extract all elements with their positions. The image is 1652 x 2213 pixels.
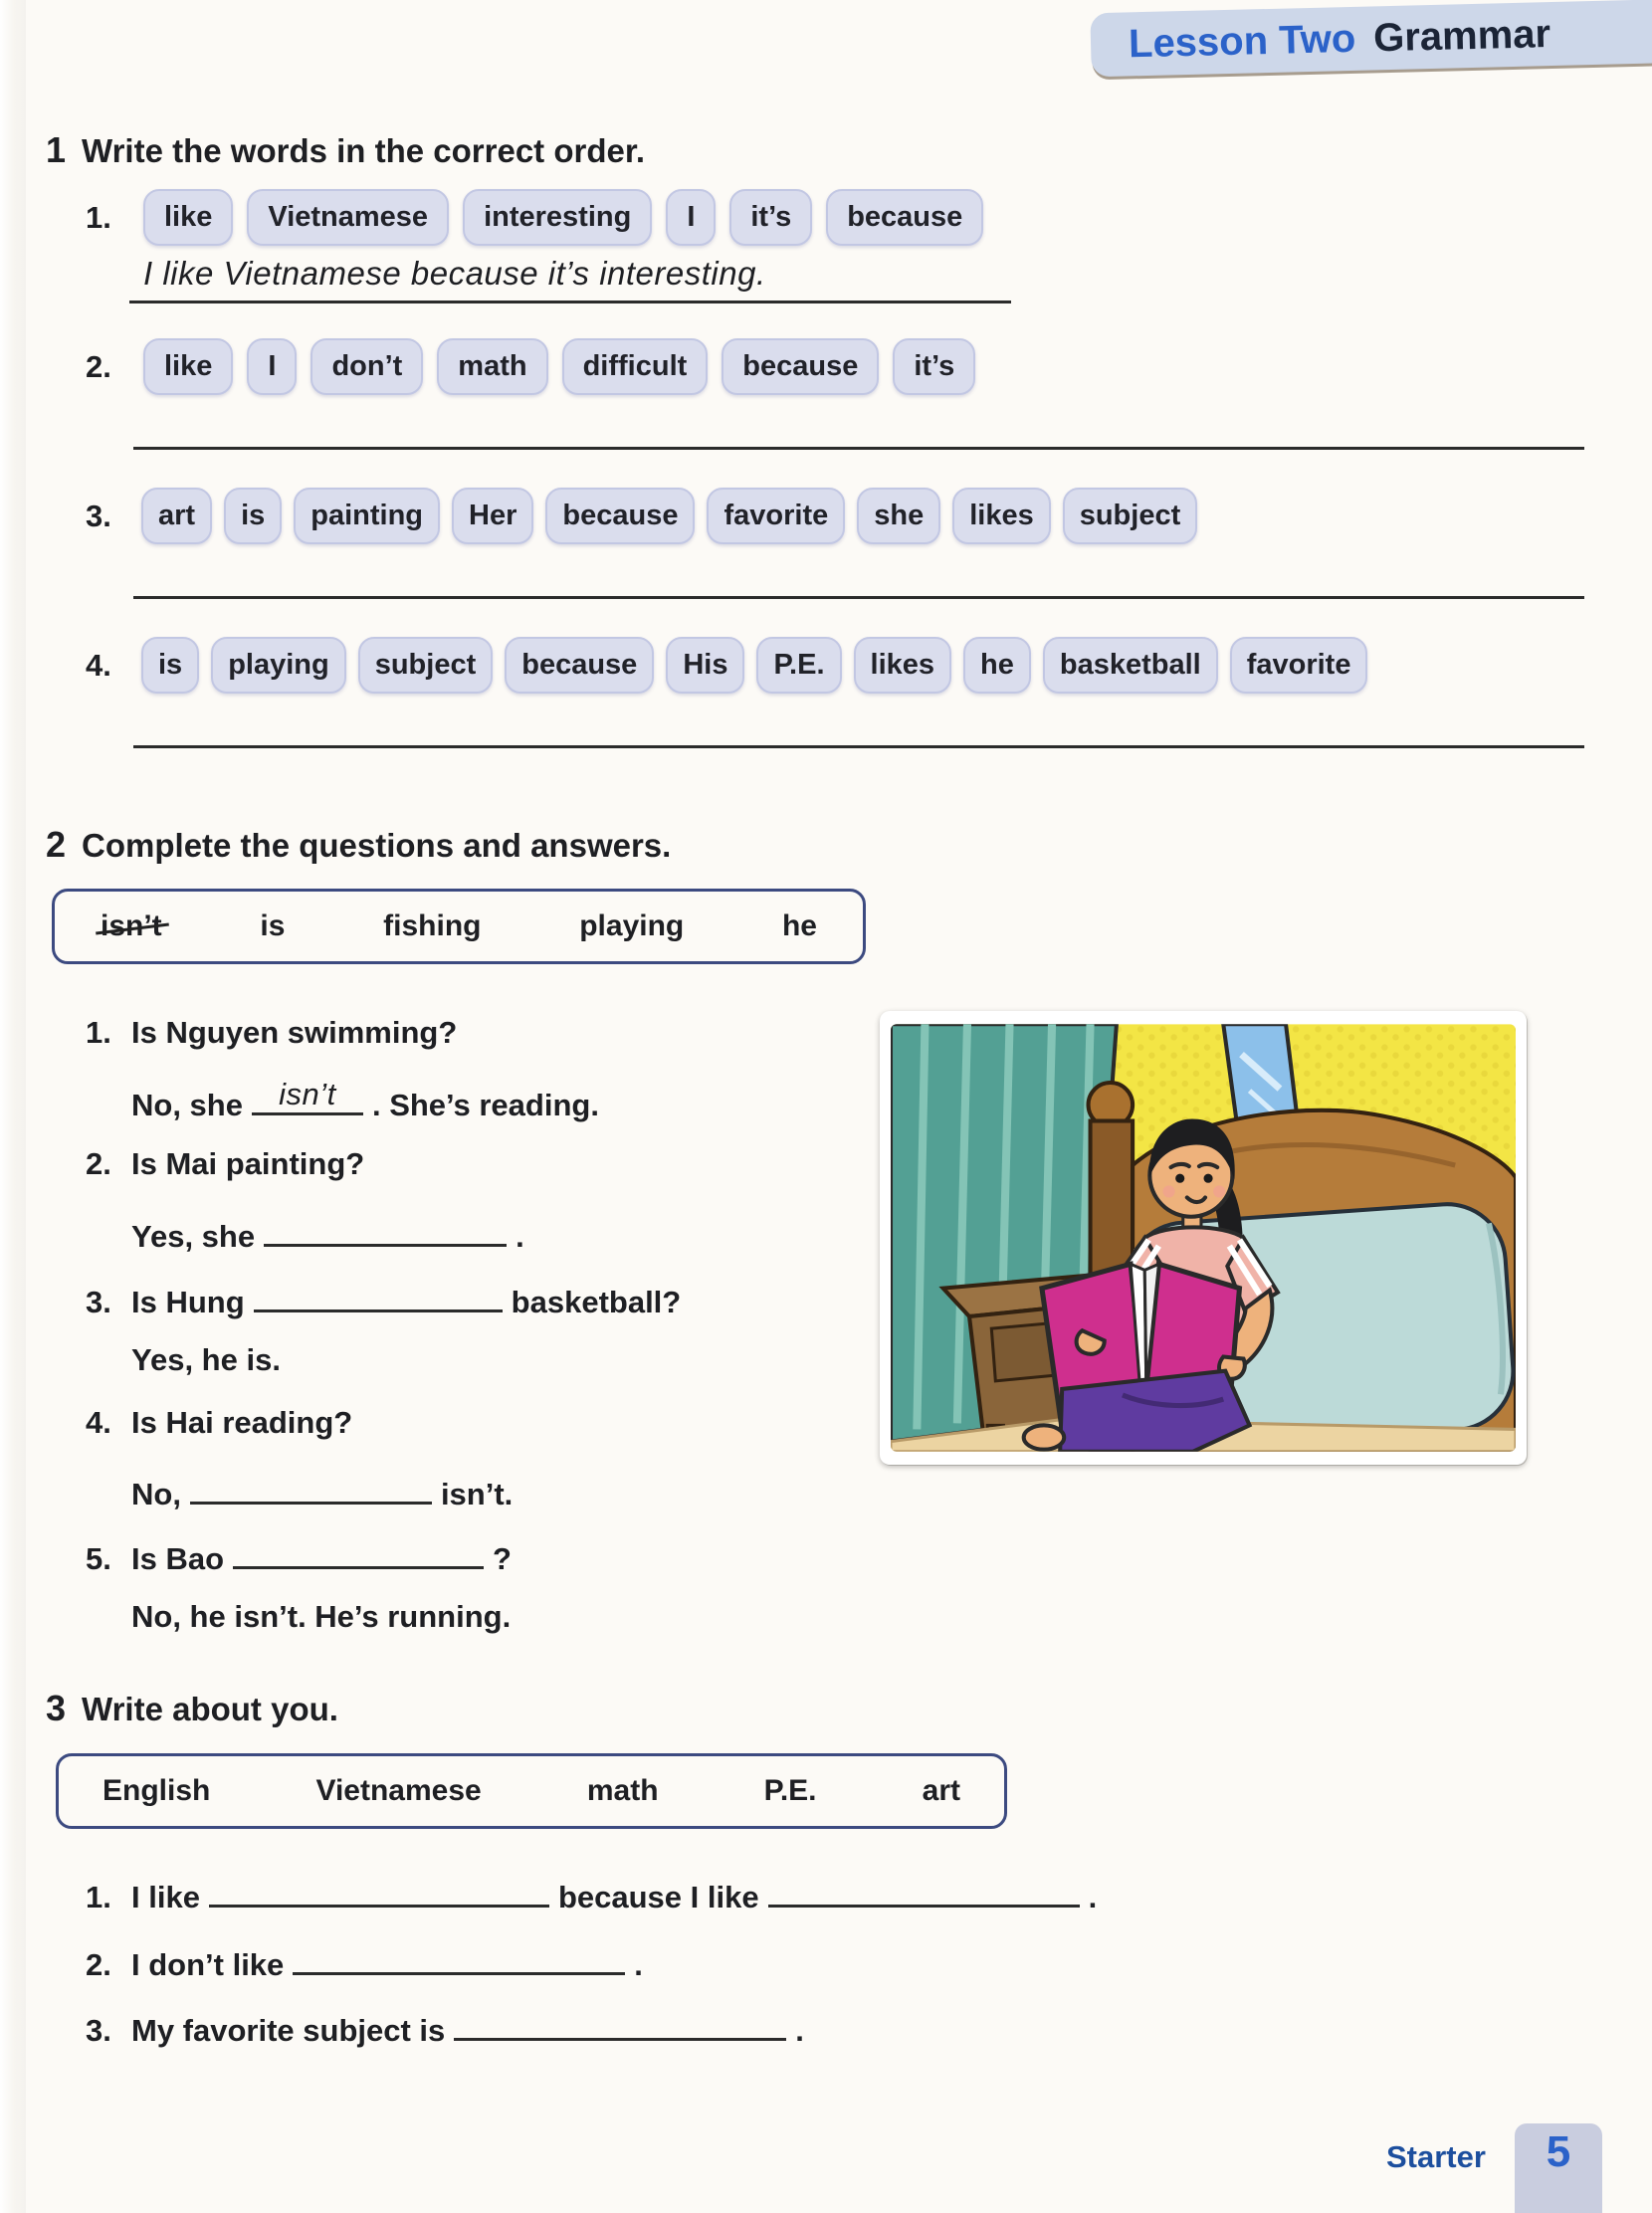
word-chip: don’t [310,338,423,395]
item-number: 5. [86,1541,111,1576]
exercise3-item-2 [86,1940,643,1983]
question-text: Is Mai painting? [131,1146,365,1181]
answer-text: . She’s reading. [371,1088,599,1122]
question-text: Is Hung [131,1285,245,1319]
bank-word: art [922,1774,960,1807]
sentence-text: because I like [557,1880,759,1914]
item-number: 3. [86,2013,111,2048]
word-chip: it’s [729,189,812,246]
bank-word: he [781,909,817,942]
illustration-svg [891,1022,1516,1454]
answer-5 [131,1599,511,1635]
word-chip: playing [211,637,346,694]
word-chip: like [143,338,233,395]
word-chip: it’s [893,338,975,395]
bank-word: is [260,909,286,942]
word-chip: likes [854,637,952,694]
exercise2-word-bank [52,889,866,964]
question-text: basketball? [511,1285,682,1319]
fill-blank [233,1534,484,1569]
lesson-header-tab [1090,0,1652,77]
handwritten-fill: isn’t [279,1077,336,1111]
answer-text: No, he isn’t. He’s running. [131,1599,512,1634]
exercise3-word-bank [56,1753,1007,1829]
word-chip: favorite [1230,637,1368,694]
answer-1 [131,1077,599,1123]
answer-text: Yes, he is. [131,1342,281,1377]
bank-word: English [103,1774,211,1807]
word-chip: painting [294,488,440,544]
exercise1-item-2 [86,338,975,395]
bank-word: math [586,1774,659,1807]
item-number: 3. [86,498,111,533]
word-chip: is [141,637,199,694]
question-text: Is Bao [131,1541,225,1576]
exercise3-number: 3 [46,1688,67,1728]
fill-blank [254,1278,503,1312]
exercise1-item-1 [86,189,983,246]
word-chip: I [247,338,297,395]
sentence-text: . [795,2013,804,2048]
fill-blank [252,1077,363,1115]
word-chip: basketball [1043,637,1218,694]
fill-blank [190,1470,432,1505]
fill-blank [264,1212,507,1247]
answer-3 [131,1342,281,1378]
word-chip: math [437,338,547,395]
word-chip: difficult [562,338,709,395]
word-chip: because [826,189,983,246]
bank-word: P.E. [763,1774,817,1807]
exercise3-heading [46,1688,338,1729]
bank-word: fishing [383,909,482,942]
question-2 [86,1146,364,1182]
fill-blank [209,1873,549,1908]
answer-text: Yes, she [131,1219,256,1254]
item-number: 1. [86,199,111,235]
item-number: 4. [86,1405,111,1440]
sentence-text: . [634,1947,643,1982]
exercise3-title: Write about you. [82,1691,338,1727]
question-3 [86,1278,681,1320]
item-number: 2. [86,1947,111,1982]
example-answer-handwritten: I like Vietnamese because it’s interesting. [129,255,1011,303]
question-1 [86,1015,457,1051]
page-number-box [1515,2123,1602,2213]
word-chip: subject [1063,488,1198,544]
question-text: Is Hai reading? [131,1405,353,1440]
bank-word-crossed: isn’t [101,909,162,942]
word-chip: art [141,488,212,544]
exercise1-title: Write the words in the correct order. [82,132,646,169]
word-chip: is [224,488,282,544]
exercise1-number: 1 [46,129,67,170]
unit-level-label: Starter [1386,2139,1486,2174]
item-number: 1. [86,1880,111,1914]
illustration-girl-reading [880,1011,1527,1465]
lesson-subject: Grammar [1372,11,1551,60]
word-chip: likes [952,488,1051,544]
word-chip: because [722,338,879,395]
exercise1-item-3 [86,488,1197,544]
item-number: 2. [86,348,111,384]
bank-word: Vietnamese [315,1774,482,1807]
sentence-text: . [1088,1880,1098,1914]
exercise2-title: Complete the questions and answers. [82,827,672,864]
exercise1-heading [46,129,645,171]
item-number: 4. [86,647,111,683]
word-chip: because [505,637,654,694]
lesson-title: Lesson Two [1128,16,1356,66]
item-number: 1. [86,1015,111,1050]
question-text: ? [493,1541,512,1576]
answer-line [133,447,1584,450]
exercise2-heading [46,824,671,866]
item-number: 2. [86,1146,111,1181]
page-number: 5 [1546,2127,1571,2176]
sentence-text: My favorite subject is [131,2013,446,2048]
answer-2 [131,1212,524,1255]
item-number: 3. [86,1285,111,1319]
word-chip: I [666,189,716,246]
word-chip: interesting [463,189,652,246]
sentence-text: I like [131,1880,200,1914]
question-text: Is Nguyen swimming? [131,1015,458,1050]
word-chip: Her [452,488,533,544]
word-chip: she [857,488,940,544]
word-chip: favorite [707,488,845,544]
answer-text: No, she [131,1088,243,1122]
word-chip: P.E. [756,637,841,694]
word-chip: like [143,189,233,246]
exercise3-item-3 [86,2006,804,2049]
answer-4 [131,1470,513,1512]
exercise1-item-4 [86,637,1367,694]
answer-text: . [516,1219,524,1254]
word-chip: Vietnamese [247,189,449,246]
question-4 [86,1405,352,1441]
word-chip: because [545,488,695,544]
word-chip: subject [358,637,494,694]
answer-line [133,596,1584,599]
answer-text: isn’t. [440,1477,514,1511]
question-5 [86,1534,512,1577]
sentence-text: I don’t like [131,1947,285,1982]
exercise2-number: 2 [46,824,67,865]
fill-blank [768,1873,1080,1908]
word-chip: His [666,637,744,694]
bank-word: playing [579,909,685,942]
exercise3-item-1 [86,1873,1097,1915]
fill-blank [293,1940,625,1975]
answer-text: No, [131,1477,181,1511]
answer-line [133,745,1584,748]
fill-blank [454,2006,786,2041]
word-chip: he [963,637,1031,694]
